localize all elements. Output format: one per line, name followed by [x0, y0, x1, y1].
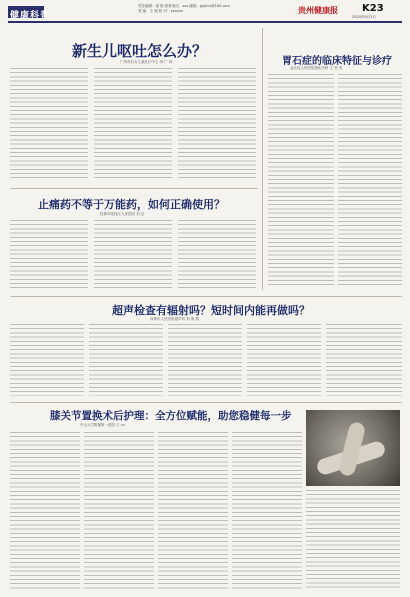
article-4-col-1	[10, 324, 84, 396]
article-4-col-5	[326, 324, 402, 396]
editor-info	[138, 4, 230, 14]
headline-4: 超声检查有辐射吗？短时间内能再做吗？	[112, 304, 310, 317]
headline-2: 胃石症的临床特征与诊疗	[282, 56, 392, 67]
byline-4: 深圳市人民医院超声科 刘 海 燕	[150, 317, 199, 321]
byline-2: 金沙县人民医院消化内科 王 美 荣	[290, 66, 343, 70]
article-5-col-5	[306, 490, 400, 590]
article-5-photo	[306, 410, 400, 486]
byline-5: 中山大学附属第一医院 王 xx	[80, 423, 125, 427]
article-4-col-2	[89, 324, 163, 396]
article-4-col-3	[168, 324, 242, 396]
row-rule-1	[10, 188, 258, 189]
headline-1: 新生儿呕吐怎么办？	[72, 42, 208, 60]
article-1-col-3	[178, 68, 256, 180]
article-5-col-1	[10, 432, 80, 590]
article-3-col-3	[178, 220, 256, 290]
newspaper-masthead: 贵州健康报	[298, 5, 338, 15]
byline-1: 广州市妇女儿童医疗中心 李 广 帅	[120, 60, 173, 64]
issue-date: 2024年9月3日	[352, 15, 376, 19]
article-3-col-1	[10, 220, 88, 290]
header-rule	[8, 21, 402, 23]
headline-3: 止痛药不等于万能药，如何正确使用？	[38, 198, 225, 211]
editor-line-1: 责任编辑：梁 艳 联系电话：xxx 邮箱：gyjkcs@163.com	[138, 4, 230, 8]
article-2-col-1	[268, 74, 334, 288]
article-5-col-2	[84, 432, 154, 590]
byline-3: 桂林市临桂区人民医院 刘 芸	[100, 212, 145, 216]
row-rule-2	[10, 296, 402, 297]
headline-5: 膝关节置换术后护理：全方位赋能，助您稳健每一步	[50, 410, 292, 422]
article-5-col-4	[232, 432, 302, 590]
article-3-col-2	[94, 220, 172, 290]
section-title: 健康科普	[10, 11, 51, 21]
article-2-col-2	[338, 74, 402, 288]
row-rule-3	[10, 402, 402, 403]
article-1-col-2	[94, 68, 172, 180]
column-rule-right	[262, 28, 263, 290]
article-1-col-1	[10, 68, 88, 180]
page-number: K23	[362, 3, 384, 14]
article-5-col-3	[158, 432, 228, 590]
article-4-col-4	[247, 324, 321, 396]
editor-line-2: 美 编：王 迪 校 对：xxxxxx	[138, 9, 183, 13]
